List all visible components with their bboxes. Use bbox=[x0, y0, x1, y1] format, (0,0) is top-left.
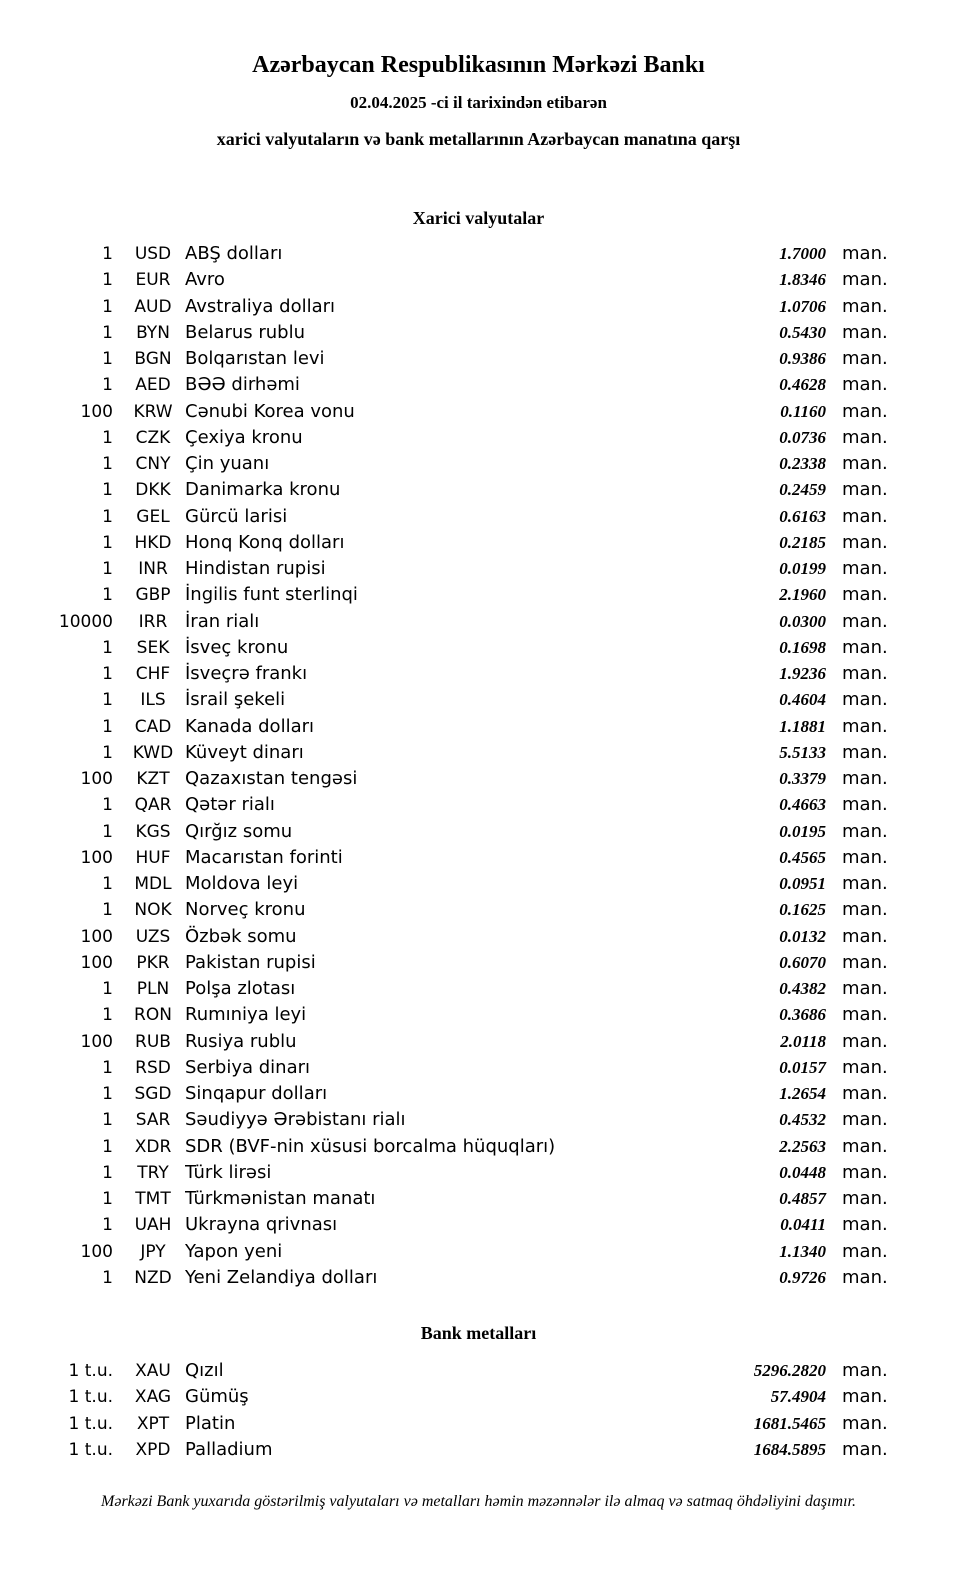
currency-code-cell: GBP bbox=[135, 585, 171, 606]
rate-cell: 0.1698 bbox=[779, 637, 826, 657]
currency-name-cell: Moldova leyi bbox=[185, 873, 299, 894]
quantity-cell: 1 bbox=[102, 821, 113, 842]
quantity-cell: 1 bbox=[102, 795, 113, 816]
currency-name-cell: Kanada dolları bbox=[185, 715, 315, 737]
table-row bbox=[0, 976, 957, 1002]
unit-cell: man. bbox=[842, 1109, 888, 1131]
currency-code-cell: NZD bbox=[134, 1267, 172, 1288]
quantity-cell: 100 bbox=[80, 769, 113, 789]
currency-name-cell: Serbiya dinarı bbox=[185, 1056, 310, 1078]
currency-code-cell: SEK bbox=[136, 637, 170, 658]
rate-cell: 0.4628 bbox=[779, 375, 826, 395]
table-row bbox=[0, 950, 957, 976]
currency-name-cell: Polşa zlotası bbox=[185, 978, 296, 999]
unit-cell: man. bbox=[842, 1266, 888, 1288]
rate-cell: 0.6070 bbox=[779, 952, 826, 972]
currency-code-cell: MDL bbox=[134, 874, 172, 894]
rate-cell: 1681.5465 bbox=[753, 1413, 826, 1433]
unit-cell: man. bbox=[842, 479, 888, 501]
unit-cell: man. bbox=[842, 689, 888, 711]
currency-code-cell: CAD bbox=[134, 716, 172, 737]
currency-name-cell: Sinqapur dolları bbox=[185, 1083, 328, 1104]
rate-cell: 2.2563 bbox=[779, 1136, 826, 1156]
unit-cell: man. bbox=[842, 400, 888, 422]
currency-name-cell: Belarus rublu bbox=[185, 321, 306, 343]
quantity-cell: 1 bbox=[102, 637, 113, 658]
rate-cell: 0.2185 bbox=[779, 532, 826, 552]
currency-code-cell: PKR bbox=[136, 952, 170, 973]
rate-cell: 0.0736 bbox=[779, 427, 826, 447]
currency-code-cell: KZT bbox=[136, 769, 170, 789]
table-row bbox=[0, 1437, 957, 1463]
document-description-line: xarici valyutaların və bank metallarının Azərbaycan manatına qarşı bbox=[216, 129, 741, 149]
table-row bbox=[0, 792, 957, 818]
quantity-cell: 1 bbox=[102, 874, 113, 894]
rate-cell: 2.0118 bbox=[780, 1031, 826, 1051]
table-row bbox=[0, 1212, 957, 1238]
table-row bbox=[0, 267, 957, 293]
quantity-cell: 1 bbox=[102, 1057, 113, 1078]
currency-name-cell: Gürcü larisi bbox=[185, 505, 288, 527]
currency-code-cell: CHF bbox=[135, 664, 171, 684]
unit-cell: man. bbox=[842, 1412, 888, 1434]
rate-cell: 0.0300 bbox=[779, 611, 826, 631]
unit-cell: man. bbox=[842, 1188, 888, 1209]
rate-cell: 5.5133 bbox=[779, 742, 826, 762]
bank-metals-table bbox=[0, 1358, 957, 1463]
quantity-cell: 1 bbox=[102, 1267, 113, 1288]
currency-code-cell: CNY bbox=[135, 454, 171, 474]
quantity-cell: 1 bbox=[102, 979, 113, 999]
table-row bbox=[0, 582, 957, 608]
table-row bbox=[0, 1186, 957, 1212]
rate-cell: 0.0951 bbox=[779, 874, 826, 893]
unit-cell: man. bbox=[842, 663, 888, 684]
currency-code-cell: XPT bbox=[136, 1413, 170, 1434]
currency-name-cell: İran rialı bbox=[185, 610, 260, 632]
quantity-cell: 1 bbox=[102, 427, 113, 448]
table-row bbox=[0, 451, 957, 477]
currency-name-cell: Özbək somu bbox=[185, 925, 297, 947]
unit-cell: man. bbox=[842, 584, 888, 606]
unit-cell: man. bbox=[842, 1004, 888, 1026]
currency-name-cell: Avstraliya dolları bbox=[185, 295, 336, 317]
foreign-currencies-table bbox=[0, 241, 957, 1291]
rate-cell: 2.1960 bbox=[779, 585, 826, 605]
quantity-cell: 1 bbox=[102, 1005, 113, 1026]
table-row bbox=[0, 425, 957, 451]
quantity-cell: 1 t.u. bbox=[68, 1413, 113, 1434]
table-row bbox=[0, 477, 957, 503]
currency-code-cell: RON bbox=[134, 1005, 172, 1026]
currency-name-cell: Qızıl bbox=[185, 1360, 224, 1381]
currency-code-cell: XPD bbox=[135, 1439, 171, 1460]
currency-name-cell: Macarıstan forinti bbox=[185, 846, 343, 868]
unit-cell: man. bbox=[842, 636, 888, 658]
quantity-cell: 100 bbox=[80, 401, 113, 422]
unit-cell: man. bbox=[842, 1161, 888, 1183]
table-row bbox=[0, 897, 957, 923]
quantity-cell: 1 bbox=[102, 270, 113, 291]
unit-cell: man. bbox=[842, 348, 888, 369]
currency-name-cell: Ukrayna qrivnası bbox=[185, 1214, 338, 1236]
rate-cell: 0.0157 bbox=[779, 1057, 826, 1077]
rate-cell: 57.4904 bbox=[770, 1387, 826, 1407]
unit-cell: man. bbox=[842, 610, 888, 632]
table-row bbox=[0, 819, 957, 845]
unit-cell: man. bbox=[842, 453, 888, 474]
currency-name-cell: Palladium bbox=[185, 1438, 273, 1460]
currency-code-cell: UAH bbox=[134, 1215, 172, 1236]
unit-cell: man. bbox=[842, 846, 888, 868]
unit-cell: man. bbox=[842, 715, 888, 737]
currency-code-cell: BGN bbox=[134, 349, 172, 369]
unit-cell: man. bbox=[842, 899, 888, 921]
unit-cell: man. bbox=[842, 1135, 888, 1157]
table-row bbox=[0, 1029, 957, 1055]
quantity-cell: 1 bbox=[102, 1189, 113, 1209]
currency-code-cell: DKK bbox=[135, 480, 171, 501]
rate-cell: 0.5430 bbox=[779, 322, 826, 342]
unit-cell: man. bbox=[842, 1214, 888, 1236]
unit-cell: man. bbox=[842, 1056, 888, 1078]
currency-name-cell: Norveç kronu bbox=[185, 899, 306, 921]
currency-name-cell: İsrail şekeli bbox=[185, 689, 286, 711]
currency-code-cell: AUD bbox=[134, 296, 172, 317]
table-row bbox=[0, 635, 957, 661]
rate-cell: 0.0448 bbox=[779, 1162, 826, 1182]
table-row bbox=[0, 241, 957, 267]
table-row bbox=[0, 1081, 957, 1107]
currency-name-cell: Bolqarıstan levi bbox=[185, 348, 325, 369]
currency-code-cell: PLN bbox=[136, 979, 170, 999]
rate-cell: 0.6163 bbox=[779, 506, 826, 526]
unit-cell: man. bbox=[842, 1360, 888, 1381]
currency-name-cell: Səudiyyə Ərəbistanı rialı bbox=[185, 1109, 406, 1131]
unit-cell: man. bbox=[842, 505, 888, 527]
quantity-cell: 1 bbox=[102, 585, 113, 606]
currency-code-cell: XAG bbox=[134, 1387, 172, 1408]
quantity-cell: 100 bbox=[80, 926, 113, 947]
rate-cell: 0.4857 bbox=[779, 1189, 826, 1208]
quantity-cell: 1 bbox=[102, 296, 113, 317]
table-row bbox=[0, 346, 957, 372]
currency-code-cell: CZK bbox=[135, 427, 171, 448]
unit-cell: man. bbox=[842, 321, 888, 343]
rate-cell: 1684.5895 bbox=[753, 1439, 826, 1459]
currency-code-cell: GEL bbox=[136, 506, 170, 527]
currency-name-cell: Platin bbox=[185, 1412, 236, 1434]
currency-code-cell: AED bbox=[135, 375, 171, 396]
rate-cell: 0.2459 bbox=[779, 480, 826, 500]
table-row bbox=[0, 1002, 957, 1028]
table-row bbox=[0, 1265, 957, 1291]
quantity-cell: 1 t.u. bbox=[68, 1387, 113, 1408]
table-row bbox=[0, 1411, 957, 1437]
table-row bbox=[0, 1160, 957, 1186]
unit-cell: man. bbox=[842, 558, 888, 579]
document-title: Azərbaycan Respublikasının Mərkəzi Bankı bbox=[252, 52, 705, 78]
quantity-cell: 1 bbox=[102, 322, 113, 343]
currency-code-cell: RSD bbox=[135, 1057, 171, 1078]
quantity-cell: 1 t.u. bbox=[68, 1439, 113, 1460]
currency-code-cell: NOK bbox=[134, 900, 172, 921]
table-row bbox=[0, 294, 957, 320]
currency-code-cell: USD bbox=[134, 244, 172, 264]
currency-code-cell: RUB bbox=[135, 1031, 171, 1052]
currency-code-cell: XDR bbox=[134, 1136, 172, 1157]
rate-cell: 0.4663 bbox=[779, 795, 826, 815]
unit-cell: man. bbox=[842, 978, 888, 999]
table-row bbox=[0, 661, 957, 687]
quantity-cell: 1 bbox=[102, 559, 113, 579]
currency-code-cell: BYN bbox=[136, 322, 170, 343]
quantity-cell: 1 bbox=[102, 716, 113, 737]
currency-name-cell: Rusiya rublu bbox=[185, 1030, 297, 1052]
rate-cell: 0.2338 bbox=[779, 454, 826, 473]
table-row bbox=[0, 871, 957, 897]
quantity-cell: 100 bbox=[80, 952, 113, 973]
currency-name-cell: SDR (BVF-nin xüsusi borcalma hüquqları) bbox=[185, 1135, 556, 1157]
rate-cell: 0.9386 bbox=[779, 349, 826, 368]
rate-cell: 0.4565 bbox=[779, 847, 826, 867]
table-row bbox=[0, 504, 957, 530]
quantity-cell: 1 bbox=[102, 742, 113, 763]
currency-name-cell: Yeni Zelandiya dolları bbox=[185, 1266, 378, 1288]
quantity-cell: 1 bbox=[102, 506, 113, 527]
quantity-cell: 1 bbox=[102, 690, 113, 711]
table-row bbox=[0, 1358, 957, 1384]
table-row bbox=[0, 687, 957, 713]
currency-code-cell: XAU bbox=[135, 1361, 171, 1381]
currency-code-cell: KRW bbox=[133, 401, 173, 422]
table-row bbox=[0, 1239, 957, 1265]
table-row bbox=[0, 924, 957, 950]
currency-name-cell: BƏƏ dirhəmi bbox=[185, 374, 300, 396]
table-row bbox=[0, 1055, 957, 1081]
unit-cell: man. bbox=[842, 741, 888, 763]
unit-cell: man. bbox=[842, 1030, 888, 1052]
unit-cell: man. bbox=[842, 426, 888, 448]
currency-name-cell: İsveçrə frankı bbox=[185, 663, 308, 684]
rate-cell: 0.0132 bbox=[779, 926, 826, 946]
rate-cell: 0.0195 bbox=[779, 821, 826, 841]
currency-name-cell: Cənubi Korea vonu bbox=[185, 400, 355, 422]
rate-cell: 5296.2820 bbox=[753, 1361, 826, 1380]
currency-name-cell: Qazaxıstan tengəsi bbox=[185, 768, 358, 789]
currency-code-cell: ILS bbox=[140, 690, 166, 711]
rate-cell: 0.9726 bbox=[779, 1267, 826, 1287]
rate-cell: 1.0706 bbox=[779, 296, 826, 316]
table-row bbox=[0, 1384, 957, 1410]
rate-cell: 0.4604 bbox=[779, 690, 826, 710]
currency-name-cell: Türkmənistan manatı bbox=[185, 1188, 376, 1209]
quantity-cell: 1 bbox=[102, 480, 113, 501]
bank-metals-section-title: Bank metalları bbox=[420, 1323, 537, 1343]
currency-code-cell: SAR bbox=[135, 1110, 171, 1131]
table-row bbox=[0, 1134, 957, 1160]
unit-cell: man. bbox=[842, 820, 888, 842]
quantity-cell: 1 bbox=[102, 1215, 113, 1236]
unit-cell: man. bbox=[842, 1386, 888, 1408]
currency-name-cell: Avro bbox=[185, 269, 225, 291]
currency-code-cell: KWD bbox=[132, 742, 174, 763]
currency-name-cell: ABŞ dolları bbox=[185, 243, 283, 264]
currency-name-cell: Küveyt dinarı bbox=[185, 741, 304, 763]
currency-code-cell: QAR bbox=[134, 795, 172, 816]
table-row bbox=[0, 556, 957, 582]
unit-cell: man. bbox=[842, 531, 888, 553]
unit-cell: man. bbox=[842, 269, 888, 291]
currency-name-cell: Rumıniya leyi bbox=[185, 1004, 307, 1026]
quantity-cell: 100 bbox=[80, 847, 113, 868]
currency-name-cell: Qətər rialı bbox=[185, 794, 275, 816]
table-row bbox=[0, 740, 957, 766]
currency-code-cell: SGD bbox=[134, 1084, 172, 1104]
rate-cell: 1.1881 bbox=[779, 716, 826, 736]
table-row bbox=[0, 372, 957, 398]
rate-cell: 0.1625 bbox=[779, 900, 826, 920]
currency-code-cell: IRR bbox=[138, 611, 168, 632]
table-row bbox=[0, 845, 957, 871]
table-row bbox=[0, 1107, 957, 1133]
table-row bbox=[0, 766, 957, 792]
unit-cell: man. bbox=[842, 374, 888, 396]
currency-name-cell: Yapon yeni bbox=[185, 1240, 283, 1262]
currency-code-cell: KGS bbox=[135, 821, 171, 842]
currency-code-cell: TMT bbox=[135, 1189, 171, 1209]
rate-cell: 1.9236 bbox=[779, 664, 826, 683]
unit-cell: man. bbox=[842, 243, 888, 264]
rate-cell: 1.7000 bbox=[779, 244, 826, 263]
rate-cell: 0.4532 bbox=[779, 1110, 826, 1130]
currency-name-cell: Çexiya kronu bbox=[185, 426, 303, 448]
foreign-currencies-section-title: Xarici valyutalar bbox=[412, 208, 545, 228]
effective-date-line: 02.04.2025 -ci il tarixindən etibarən bbox=[350, 93, 607, 112]
unit-cell: man. bbox=[842, 1438, 888, 1460]
quantity-cell: 1 bbox=[102, 1110, 113, 1131]
quantity-cell: 1 bbox=[102, 375, 113, 396]
currency-code-cell: UZS bbox=[135, 926, 171, 947]
quantity-cell: 1 bbox=[102, 664, 113, 684]
table-row bbox=[0, 609, 957, 635]
currency-code-cell: JPY bbox=[140, 1241, 166, 1262]
quantity-cell: 10000 bbox=[58, 611, 113, 632]
rate-cell: 0.3686 bbox=[779, 1005, 826, 1025]
unit-cell: man. bbox=[842, 295, 888, 317]
table-row bbox=[0, 320, 957, 346]
unit-cell: man. bbox=[842, 951, 888, 973]
quantity-cell: 1 bbox=[102, 532, 113, 553]
currency-name-cell: Gümüş bbox=[185, 1386, 249, 1408]
currency-code-cell: EUR bbox=[135, 270, 171, 291]
rate-cell: 0.0411 bbox=[780, 1215, 826, 1235]
unit-cell: man. bbox=[842, 768, 888, 789]
currency-name-cell: İsveç kronu bbox=[185, 636, 289, 658]
currency-name-cell: Hindistan rupisi bbox=[185, 558, 326, 579]
rate-cell: 1.1340 bbox=[779, 1241, 826, 1261]
rate-cell: 1.8346 bbox=[779, 270, 826, 290]
currency-name-cell: İngilis funt sterlinqi bbox=[185, 584, 358, 606]
quantity-cell: 1 bbox=[102, 900, 113, 921]
unit-cell: man. bbox=[842, 1240, 888, 1262]
currency-name-cell: Qırğız somu bbox=[185, 820, 293, 842]
rate-cell: 0.0199 bbox=[779, 559, 826, 578]
currency-code-cell: INR bbox=[138, 559, 168, 579]
table-row bbox=[0, 714, 957, 740]
quantity-cell: 1 bbox=[102, 454, 113, 474]
rate-cell: 0.4382 bbox=[779, 979, 826, 998]
currency-name-cell: Çin yuanı bbox=[185, 453, 270, 474]
quantity-cell: 1 bbox=[102, 1162, 113, 1183]
unit-cell: man. bbox=[842, 794, 888, 816]
currency-code-cell: HUF bbox=[135, 847, 171, 868]
currency-name-cell: Türk lirəsi bbox=[185, 1161, 272, 1183]
currency-code-cell: TRY bbox=[137, 1162, 169, 1183]
rate-cell: 0.1160 bbox=[780, 401, 826, 421]
rate-cell: 1.2654 bbox=[779, 1084, 826, 1103]
unit-cell: man. bbox=[842, 1083, 888, 1104]
quantity-cell: 1 bbox=[102, 349, 113, 369]
quantity-cell: 1 t.u. bbox=[68, 1361, 113, 1381]
unit-cell: man. bbox=[842, 873, 888, 894]
quantity-cell: 100 bbox=[80, 1241, 113, 1262]
quantity-cell: 1 bbox=[102, 1136, 113, 1157]
currency-code-cell: HKD bbox=[134, 532, 172, 553]
table-row bbox=[0, 399, 957, 425]
disclaimer-text: Mərkəzi Bank yuxarıda göstərilmiş valyutaları və metalları həmin məzənnələr ilə almaq və satmaq öhdəliyini daşımır. bbox=[101, 1493, 856, 1510]
rate-cell: 0.3379 bbox=[779, 769, 826, 788]
quantity-cell: 100 bbox=[80, 1031, 113, 1052]
quantity-cell: 1 bbox=[102, 1084, 113, 1104]
currency-name-cell: Danimarka kronu bbox=[185, 479, 341, 501]
currency-name-cell: Pakistan rupisi bbox=[185, 951, 316, 973]
table-row bbox=[0, 530, 957, 556]
currency-name-cell: Honq Konq dolları bbox=[185, 531, 345, 553]
quantity-cell: 1 bbox=[102, 244, 113, 264]
unit-cell: man. bbox=[842, 925, 888, 947]
